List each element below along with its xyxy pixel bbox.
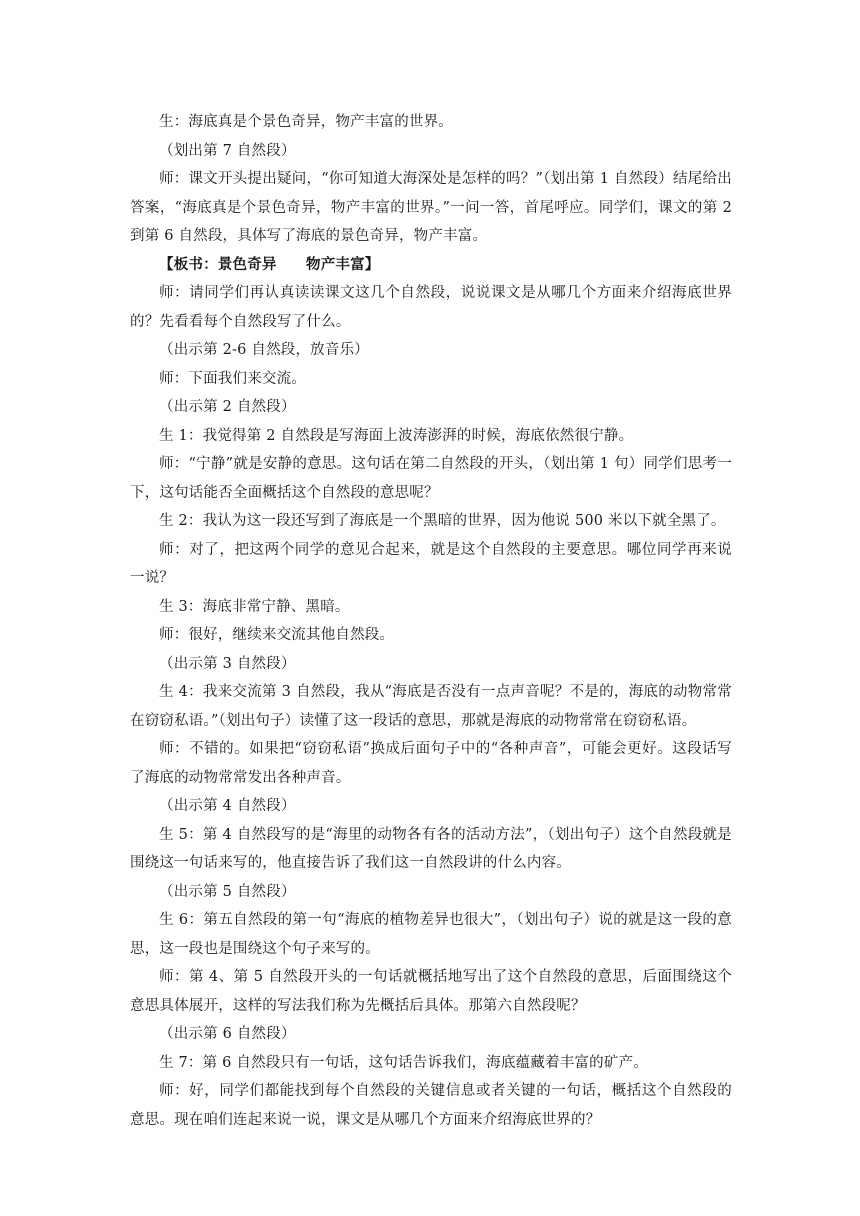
paragraph: 生 7：第 6 自然段只有一句话，这句话告诉我们，海底蕴藏着丰富的矿产。	[159, 1054, 648, 1071]
paragraph: 【板书：景色奇异 物产丰富】	[159, 255, 380, 273]
paragraph: 师：很好，继续来交流其他自然段。	[159, 627, 395, 643]
paragraph: 师：好，同学们都能找到每个自然段的关键信息或者关键的一句话，概括这个自然段的意思。现在咱们连起来说一说，课文是从哪几个方面来介绍海底世界的？	[130, 1083, 732, 1128]
paragraph: （出示第 3 自然段）	[159, 655, 296, 672]
paragraph: 生 4：我来交流第 3 自然段，我从“海底是否没有一点声音呢？不是的，海底的动物常常在窃窃私语。”（划出句子）读懂了这一段话的意思，那就是海底的动物常常在窃窃私语。	[130, 684, 732, 729]
paragraph: 生 6：第五自然段的第一句“海底的植物差异也很大”，（划出句子）说的就是这一段的意思，这一段也是围绕这个句子来写的。	[130, 912, 732, 957]
paragraph: 生 1：我觉得第 2 自然段是写海面上波涛澎湃的时候，海底依然很宁静。	[159, 427, 634, 444]
paragraph: （划出第 7 自然段）	[159, 142, 296, 159]
paragraph: （出示第 6 自然段）	[159, 1026, 296, 1042]
paragraph: 师：课文开头提出疑问，“你可知道大海深处是怎样的吗？”（划出第 1 自然段）结尾给出答案，“海底真是个景色奇异，物产丰富的世界。”一问一答，首尾呼应。同学们，课文的第 2 到第 6 自然段，具体写了海底的景色奇异，物产丰富。	[130, 171, 732, 244]
paragraph: （出示第 4 自然段）	[159, 798, 296, 814]
paragraph: （出示第 2-6 自然段，放音乐）	[159, 342, 369, 358]
paragraph: 生 5：第 4 自然段写的是“海里的动物各有各的活动方法”，（划出句子）这个自然段就是围绕这一句话来写的，他直接告诉了我们这一自然段讲的什么内容。	[130, 826, 732, 871]
paragraph: 师：“宁静”就是安静的意思。这句话在第二自然段的开头，（划出第 1 句）同学们思考一下，这句话能否全面概括这个自然段的意思呢？	[130, 456, 732, 501]
paragraph: 生 3：海底非常宁静、黑暗。	[159, 598, 350, 615]
paragraph: 师：请同学们再认真读读课文这几个自然段，说说课文是从哪几个方面来介绍海底世界的？先看看每个自然段写了什么。	[130, 285, 732, 330]
paragraph: 生 2：我认为这一段还写到了海底是一个黑暗的世界，因为他说 500 米以下就全黑了。	[159, 513, 726, 529]
lesson-transcript	[130, 108, 732, 1134]
paragraph: （出示第 5 自然段）	[159, 883, 296, 900]
paragraph: 师：第 4、第 5 自然段开头的一句话就概括地写出了这个自然段的意思，后面围绕这个意思具体展开，这样的写法我们称为先概括后具体。那第六自然段呢？	[130, 969, 732, 1014]
paragraph: 师：不错的。如果把“窃窃私语”换成后面句子中的“各种声音”，可能会更好。这段话写了海底的动物常常发出各种声音。	[130, 741, 732, 786]
paragraph: 生：海底真是个景色奇异，物产丰富的世界。	[159, 114, 453, 130]
paragraph: 师：下面我们来交流。	[159, 370, 306, 387]
paragraph: （出示第 2 自然段）	[159, 399, 296, 415]
paragraph: 师：对了，把这两个同学的意见合起来，就是这个自然段的主要意思。哪位同学再来说一说？	[130, 541, 732, 586]
